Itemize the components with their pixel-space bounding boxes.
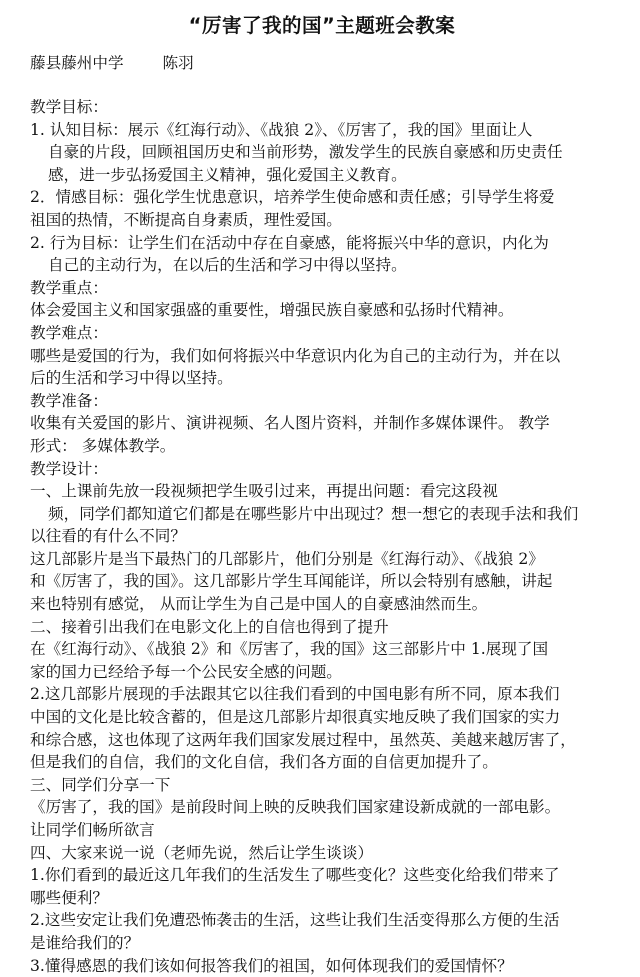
- text-line: 感，进一步弘扬爱国主义精神，强化爱国主义教育。: [48, 165, 407, 184]
- text-line: 2.这些安定让我们免遭恐怖袭击的生活，这些让我们生活变得那么方便的生活: [30, 911, 560, 930]
- text-line: 这几部影片是当下最热门的几部影片，他们分别是《红海行动》、《战狼 2》: [30, 549, 544, 568]
- text-line: 让同学们畅所欲言: [30, 821, 155, 839]
- section-heading-difficulties: 教学难点：: [30, 323, 108, 342]
- text-line: 以往看的有什么不同？: [30, 527, 186, 546]
- text-line: 是谁给我们的？: [30, 933, 140, 952]
- text-line: 家的国力已经给予每一个公民安全感的问题。: [30, 662, 342, 681]
- text-line: 1.你们看到的最近这几年我们的生活发生了哪些变化？这些变化给我们带来了: [30, 866, 560, 885]
- document-page: [0, 10, 640, 975]
- text-line: 和《厉害了，我的国》。这几部影片学生耳闻能详，所以会特别有感触，讲起: [30, 572, 553, 591]
- text-line: 三、同学们分享一下: [30, 775, 171, 794]
- author-line: [30, 52, 614, 74]
- document-title: “厉害了我的国”主题班会教案: [188, 14, 456, 37]
- text-line: 和综合感，这也体现了这两年我们国家发展过程中，虽然英、美越来越厉害了，: [30, 730, 576, 749]
- text-line: 体会爱国主义和国家强盛的重要性，增强民族自豪感和弘扬时代精神。: [30, 301, 514, 320]
- text-line: 1. 认知目标：展示《红海行动》、《战狼 2》、《厉害了，我的国》里面让人: [30, 120, 533, 139]
- text-line: 2.这几部影片展现的手法跟其它以往我们看到的中国电影有所不同，原本我们: [30, 685, 560, 704]
- author-name: 陈羽: [162, 54, 194, 72]
- text-line: 形式： 多媒体教学。: [30, 436, 176, 455]
- text-line: 二、接着引出我们在电影文化上的自信也得到了提升: [30, 617, 389, 636]
- section-heading-key-points: 教学重点：: [30, 278, 108, 297]
- section-heading-objectives: 教学目标：: [30, 98, 108, 116]
- section-heading-design: 教学设计：: [30, 459, 108, 478]
- text-line: 中国的文化是比较含蓄的，但是这几部影片却很真实地反映了我们国家的实力: [30, 708, 561, 727]
- text-line: 四、大家来说一说（老师先说，然后让学生谈谈）: [30, 843, 374, 862]
- text-line: 祖国的热情，不断提高自身素质，理性爱国。: [30, 210, 342, 229]
- text-line: 自豪的片段，回顾祖国历史和当前形势，激发学生的民族自豪感和历史责任: [48, 143, 563, 162]
- text-line: 在《红海行动》、《战狼 2》和《厉害了，我的国》这三部影片中 1.展现了国: [30, 640, 549, 659]
- text-line: 2．情感目标：强化学生忧患意识，培养学生使命感和责任感；引导学生将爱: [30, 188, 555, 207]
- text-line: 后的生活和学习中得以坚持。: [30, 369, 233, 388]
- text-line: 3.懂得感恩的我们该如何报答我们的祖国，如何体现我们的爱国情怀？: [30, 956, 513, 975]
- text-line: 哪些是爱国的行为，我们如何将振兴中华意识内化为自己的主动行为，并在以: [30, 346, 561, 365]
- text-line: 《厉害了，我的国》是前段时间上映的反映我们国家建设新成就的一部电影。: [30, 798, 561, 817]
- text-line: 一、上课前先放一段视频把学生吸引过来，再提出问题：看完这段视: [30, 482, 498, 501]
- text-line: 来也特别有感觉， 从而让学生为自己是中国人的自豪感油然而生。: [30, 595, 488, 614]
- text-line: 2. 行为目标：让学生们在活动中存在自豪感，能将振兴中华的意识，内化为: [30, 233, 549, 252]
- section-heading-preparation: 教学准备：: [30, 391, 108, 410]
- text-line: 哪些便利？: [30, 888, 108, 907]
- text-line: 频，同学们都知道它们都是在哪些影片中出现过？想一想它的表现手法和我们: [48, 504, 579, 523]
- text-line: 收集有关爱国的影片、演讲视频、名人图片资料，并制作多媒体课件。 教学: [30, 414, 550, 433]
- school-name: 藤县藤州中学: [30, 54, 124, 72]
- text-line: 自己的主动行为，在以后的生活和学习中得以坚持。: [48, 256, 407, 275]
- text-line: 但是我们的自信，我们的文化自信，我们各方面的自信更加提升了。: [30, 753, 498, 772]
